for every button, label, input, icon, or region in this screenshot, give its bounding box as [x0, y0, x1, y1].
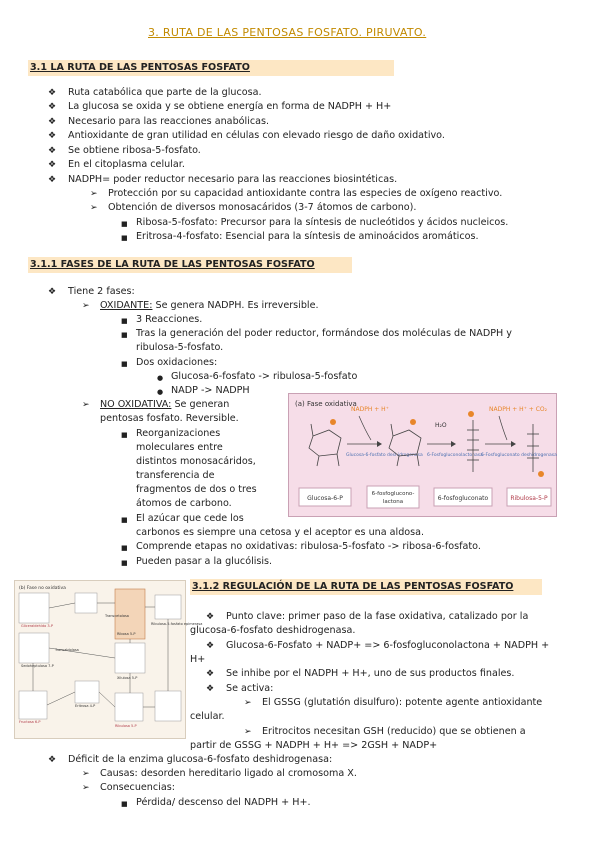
list-item-cont: ribulosa-5-fosfato. [136, 342, 224, 353]
molecule-box [19, 593, 49, 623]
list-item: ➢ Obtención de diversos monosacáridos (3-7 átomos de carbono). [108, 202, 416, 214]
diagram-label: Sedoheptulosa 7-P [21, 664, 54, 668]
phosphate-icon [410, 419, 416, 425]
list-item: ➢ Causas: desorden hereditario ligado al cromosoma X. [100, 768, 357, 780]
section-heading-3-1-2: 3.1.2 REGULACIÓN DE LA RUTA DE LAS PENTOSAS FOSFATO [190, 579, 542, 595]
diagram-label: Ribulosa 5-P [115, 724, 137, 728]
nadph-label-2: NADPH + H⁺ + CO₂ [489, 406, 548, 413]
list-item: ❖ Se inhibe por el NADPH + H+, uno de sus productos finales. [226, 668, 514, 680]
list-item-cont: átomos de carbono. [136, 498, 232, 509]
nadph-label-1: NADPH + H⁺ [351, 406, 389, 413]
phase-label: (a) Fase oxidativa [295, 400, 357, 408]
water-label: H₂O [435, 422, 447, 429]
list-item-cont: transferencia de [136, 470, 215, 481]
list-item: ● NADP -> NADPH [171, 385, 250, 397]
section-heading-3-1: 3.1 LA RUTA DE LAS PENTOSAS FOSFATO [28, 60, 394, 76]
enzyme-label-2: 6-Fosfogluconolactonasa [427, 453, 483, 458]
gluconate-chain [467, 420, 479, 472]
list-item-cont: fragmentos de dos o tres [136, 484, 257, 495]
box-label: Ribulosa-5-P [510, 495, 548, 502]
list-item: ■ Pueden pasar a la glucólisis. [136, 556, 272, 568]
list-item: ➢ El GSSG (glutatión disulfuro): potente agente antioxidante [262, 697, 542, 709]
list-item: ■ 3 Reacciones. [136, 314, 202, 326]
list-item: ❖ Glucosa-6-Fosfato + NADP+ => 6-fosfogluconolactona + NADPH + [226, 640, 549, 652]
enzyme-label-3: 6-Fosfogluconato deshidrogenasa [481, 453, 557, 458]
list-item: ➢ Eritrocitos necesitan GSH (reducido) que se obtienen a [262, 726, 526, 738]
nonoxidative-diagram [14, 580, 203, 739]
molecule-box [75, 593, 97, 613]
diagram-label: Transcetolasa [105, 614, 129, 618]
box-label: Glucosa-6-P [307, 495, 343, 502]
ribulose-chain [527, 424, 539, 472]
diagram-label: Fructosa 6-P [19, 720, 41, 724]
list-item: ❖ Antioxidante de gran utilidad en células con elevado riesgo de daño oxidativo. [68, 130, 445, 142]
list-item: ■ Eritrosa-4-fosfato: Esencial para la síntesis de aminoácidos aromáticos. [136, 231, 479, 243]
list-item: ■ El azúcar que cede los [136, 513, 244, 525]
cofactor-curve-1 [359, 416, 371, 440]
molecule-box [155, 595, 181, 619]
molecule-box [19, 691, 47, 719]
list-item: ❖ Tiene 2 fases: [68, 286, 135, 298]
oxid-text: Se genera NADPH. Es irreversible. [152, 300, 319, 311]
diagram-caption: (b) Fase no oxidativa [19, 586, 66, 591]
arrow-1-head [377, 441, 382, 447]
list-item: ❖ Se obtiene ribosa-5-fosfato. [68, 145, 201, 157]
diagram-label: Transaldolasa [55, 648, 79, 652]
diagram-label: Ribulosa-5-fosfato epimerasa [151, 622, 203, 626]
diagram-label: Gliceraldehído 3-P [21, 624, 53, 628]
nonox-label: NO OXIDATIVA: [100, 399, 172, 410]
list-item: ❖ Necesario para las reacciones anabólicas. [68, 116, 269, 128]
list-item-cont: moleculares entre [136, 442, 223, 453]
section-heading-3-1-1: 3.1.1 FASES DE LA RUTA DE LAS PENTOSAS FOSFATO [28, 257, 352, 273]
list-item-cont: carbonos es siempre una cetosa y el aceptor es una aldosa. [136, 527, 425, 538]
molecule-box [155, 691, 181, 721]
glucose-ring [309, 424, 341, 466]
molecule-box [115, 693, 143, 721]
list-item: ❖ La glucosa se oxida y se obtiene energía en forma de NADPH + H+ [68, 101, 391, 113]
list-item: ■ Tras la generación del poder reductor, formándose dos moléculas de NADPH y [136, 328, 512, 340]
molecule-box [115, 643, 145, 673]
list-item: ❖ Déficit de la enzima glucosa-6-fosfato deshidrogenasa: [68, 754, 332, 766]
list-item: ■ Pérdida/ descenso del NADPH + H+. [136, 797, 311, 809]
molecule-box [19, 633, 49, 663]
diagram-label: Eritrosa 4-P [75, 704, 96, 708]
list-item: ■ Dos oxidaciones: [136, 357, 217, 369]
list-item-cont: partir de GSSG + NADPH + H+ => 2GSH + NADP+ [190, 740, 438, 751]
diagram-label: Ribosa 5-P [117, 632, 136, 636]
list-item: ● Glucosa-6-fosfato -> ribulosa-5-fosfato [171, 371, 357, 383]
arrow-2-head [451, 441, 456, 447]
cofactor-curve-2 [499, 416, 507, 440]
box-label: 6-fosfoglucono- [371, 491, 415, 497]
phosphate-icon [538, 471, 544, 477]
list-item-cont: H+ [190, 654, 206, 665]
page-title: 3. RUTA DE LAS PENTOSAS FOSFATO. PIRUVATO. [148, 26, 427, 39]
diagram-connectors [33, 603, 168, 707]
list-item-cont: pentosas fosfato. Reversible. [100, 413, 239, 424]
list-item: ❖ Punto clave: primer paso de la fase oxidativa, catalizado por la [226, 611, 528, 623]
list-item-cont: glucosa-6-fosfato deshidrogenasa. [190, 625, 356, 636]
list-item [100, 300, 319, 312]
oxidative-phase-figure [288, 393, 557, 517]
list-item-cont: distintos monosacáridos, [136, 456, 256, 467]
list-item: ❖ Ruta catabólica que parte de la glucosa. [68, 87, 262, 99]
box-label: lactona [382, 499, 404, 505]
box-label: 6-fosfogluconato [437, 495, 489, 502]
list-item: ➢ Protección por su capacidad antioxidante contra las especies de oxígeno reactivo. [108, 188, 502, 200]
list-item: ■ Ribosa-5-fosfato: Precursor para la síntesis de nucleótidos y ácidos nucleicos. [136, 217, 508, 229]
enzyme-label-1: Glucosa-6-fosfato deshidrogenasa [346, 453, 423, 458]
list-item: ❖ NADPH= poder reductor necesario para las reacciones biosintéticas. [68, 174, 397, 186]
list-item: ■ Comprende etapas no oxidativas: ribulosa-5-fosfato -> ribosa-6-fosfato. [136, 541, 481, 553]
lactone-ring [389, 424, 421, 466]
list-item-cont: celular. [190, 711, 225, 722]
phosphate-icon [468, 411, 474, 417]
list-item [100, 399, 229, 411]
nonoxidative-svg [15, 581, 203, 738]
list-item: ➢ Consecuencias: [100, 782, 175, 794]
molecule-box [75, 681, 99, 703]
list-item: ❖ Se activa: [226, 683, 273, 695]
oxidative-phase-svg [289, 394, 556, 516]
arrow-3-head [511, 441, 516, 447]
diagram-label: Xilulosa 5-P [117, 676, 138, 680]
nonox-text: Se generan [171, 399, 230, 410]
phosphate-icon [330, 419, 336, 425]
oxid-label: OXIDANTE: [100, 300, 153, 311]
list-item: ❖ En el citoplasma celular. [68, 159, 185, 171]
list-item: ■ Reorganizaciones [136, 428, 220, 440]
